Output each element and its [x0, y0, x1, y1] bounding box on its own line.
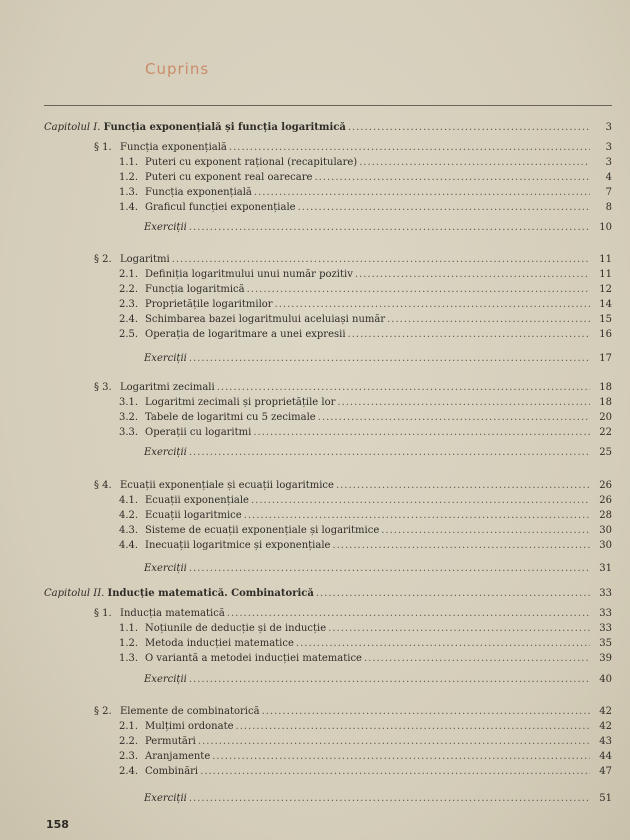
dot-leader [336, 478, 590, 493]
page-number: 31 [599, 563, 612, 574]
subsection-title: Permutări [145, 736, 196, 747]
subsection-entry [44, 185, 612, 200]
subsection-title: Logaritmi zecimali și proprietățile lor [145, 397, 336, 408]
subsection-title: Schimbarea bazei logaritmului aceluiași număr [145, 314, 386, 325]
subsection-number: 4.2. [119, 510, 139, 521]
page-number: 43 [599, 736, 612, 747]
page-number: 33 [599, 608, 612, 619]
subsection-entry [44, 297, 612, 312]
subsection-number: 3.1. [119, 397, 139, 408]
page-number: 11 [599, 254, 612, 265]
chapter-1-block [44, 120, 612, 135]
dot-leader [189, 351, 590, 366]
section-title: Funcția exponențială [120, 142, 227, 153]
page-number: 3 [605, 122, 612, 133]
dot-leader [387, 312, 590, 327]
exercises-label: Exerciții [144, 674, 187, 685]
page-number: 12 [599, 284, 612, 295]
exercises-entry [44, 351, 612, 366]
subsection-entry [44, 312, 612, 327]
page-number: 16 [599, 329, 612, 340]
subsection-entry [44, 764, 612, 779]
dot-leader [198, 734, 590, 749]
subsection-entry [44, 508, 612, 523]
subsection-entry [44, 719, 612, 734]
page-number: 33 [599, 588, 612, 599]
subsection-title: Puteri cu exponent real oarecare [145, 172, 313, 183]
dot-leader [337, 395, 590, 410]
exercises-label: Exerciții [144, 563, 187, 574]
section-title: Ecuații exponențiale și ecuații logaritmice [120, 480, 334, 491]
dot-leader [247, 282, 590, 297]
subsection-title: Inecuații logaritmice și exponențiale [145, 540, 331, 551]
dot-leader [296, 636, 590, 651]
chapter-2-entry [44, 586, 612, 601]
subsection-entry [44, 493, 612, 508]
page-number: 11 [599, 269, 612, 280]
subsection-title: Operații cu logaritmi [145, 427, 252, 438]
page-number: 10 [599, 222, 612, 233]
dot-leader [244, 508, 590, 523]
section-title: Logaritmi zecimali [120, 382, 215, 393]
subsection-number: 4.4. [119, 540, 139, 551]
subsection-number: 1.4. [119, 202, 139, 213]
subsection-title: Aranjamente [145, 751, 211, 762]
page-number: 3 [605, 142, 612, 153]
subsection-number: 2.1. [119, 721, 139, 732]
dot-leader [251, 493, 590, 508]
section-4-block [44, 478, 612, 576]
dot-leader [229, 140, 590, 155]
subsection-entry [44, 200, 612, 215]
dot-leader [253, 425, 590, 440]
subsection-entry [44, 327, 612, 342]
subsection-title: Noțiunile de deducție și de inducție [145, 623, 327, 634]
subsection-title: Puteri cu exponent rațional (recapitulare) [145, 157, 358, 168]
subsection-entry [44, 538, 612, 553]
subsection-number: 1.2. [119, 638, 139, 649]
subsection-title: Graficul funcției exponențiale [145, 202, 296, 213]
dot-leader [348, 327, 590, 342]
exercises-entry [44, 445, 612, 460]
chapter-2-section-2-block [44, 704, 612, 806]
section-title: Inducția matematică [120, 608, 225, 619]
chapter-label: Capitolul I. [44, 122, 101, 133]
dot-leader [348, 120, 590, 135]
subsection-entry [44, 267, 612, 282]
section-entry [44, 606, 612, 621]
subsection-number: 2.5. [119, 329, 139, 340]
page-number: 30 [599, 525, 612, 536]
subsection-entry [44, 155, 612, 170]
dot-leader [328, 621, 590, 636]
section-entry [44, 380, 612, 395]
subsection-title: Combinări [145, 766, 199, 777]
subsection-title: Operația de logaritmare a unei expresii [145, 329, 346, 340]
subsection-number: 2.2. [119, 736, 139, 747]
section-2-block [44, 252, 612, 366]
page-number: 26 [599, 480, 612, 491]
exercises-entry [44, 561, 612, 576]
section-symbol: § 1. [94, 142, 112, 153]
section-entry [44, 252, 612, 267]
page-number: 35 [599, 638, 612, 649]
dot-leader [359, 155, 590, 170]
subsection-title: O variantă a metodei inducției matematice [145, 653, 362, 664]
dot-leader [200, 764, 590, 779]
chapter-label: Capitolul II. [44, 588, 105, 599]
chapter-title: Funcția exponențială și funcția logaritmică [103, 122, 346, 133]
page-number: 44 [599, 751, 612, 762]
subsection-number: 2.2. [119, 284, 139, 295]
section-3-block [44, 380, 612, 460]
page-number: 17 [599, 353, 612, 364]
page-number: 28 [599, 510, 612, 521]
dot-leader [189, 672, 590, 687]
chapter-2-section-1-block [44, 606, 612, 687]
subsection-number: 4.3. [119, 525, 139, 536]
subsection-entry [44, 282, 612, 297]
subsection-entry [44, 170, 612, 185]
subsection-number: 2.4. [119, 314, 139, 325]
dot-leader [236, 719, 590, 734]
page-number: 15 [599, 314, 612, 325]
top-rule [44, 105, 612, 106]
dot-leader [298, 200, 590, 215]
section-entry [44, 478, 612, 493]
dot-leader [355, 267, 590, 282]
subsection-entry [44, 749, 612, 764]
page-number: 30 [599, 540, 612, 551]
chapter-1-entry [44, 120, 612, 135]
chapter-title: Inducție matematică. Combinatorică [107, 588, 314, 599]
subsection-entry [44, 410, 612, 425]
page-number: 26 [599, 495, 612, 506]
dot-leader [217, 380, 590, 395]
dot-leader [332, 538, 590, 553]
subsection-number: 2.1. [119, 269, 139, 280]
subsection-title: Funcția logaritmică [145, 284, 245, 295]
page-number: 42 [599, 721, 612, 732]
section-symbol: § 3. [94, 382, 112, 393]
page-number: 8 [605, 202, 612, 213]
subsection-entry [44, 651, 612, 666]
subsection-number: 1.1. [119, 623, 139, 634]
section-symbol: § 2. [94, 254, 112, 265]
dot-leader [381, 523, 590, 538]
subsection-title: Mulțimi ordonate [145, 721, 234, 732]
subsection-entry [44, 636, 612, 651]
exercises-label: Exerciții [144, 222, 187, 233]
section-title: Elemente de combinatorică [120, 706, 260, 717]
page-number: 4 [605, 172, 612, 183]
dot-leader [364, 651, 590, 666]
page-number: 25 [599, 447, 612, 458]
exercises-label: Exerciții [144, 793, 187, 804]
subsection-number: 3.2. [119, 412, 139, 423]
page-number: 14 [599, 299, 612, 310]
subsection-number: 1.2. [119, 172, 139, 183]
page-number: 39 [599, 653, 612, 664]
dot-leader [314, 170, 590, 185]
dot-leader [189, 791, 590, 806]
dot-leader [189, 561, 590, 576]
section-symbol: § 1. [94, 608, 112, 619]
subsection-number: 1.3. [119, 653, 139, 664]
page-number: 18 [599, 397, 612, 408]
dot-leader [172, 252, 590, 267]
subsection-number: 2.3. [119, 751, 139, 762]
section-1-block [44, 140, 612, 235]
page-folio-number: 158 [46, 818, 69, 831]
subsection-entry [44, 425, 612, 440]
dot-leader [275, 297, 590, 312]
dot-leader [227, 606, 590, 621]
dot-leader [189, 220, 590, 235]
page-title: Cuprins [145, 60, 210, 78]
subsection-entry [44, 523, 612, 538]
dot-leader [318, 410, 590, 425]
page-number: 3 [605, 157, 612, 168]
subsection-entry [44, 621, 612, 636]
exercises-entry [44, 791, 612, 806]
exercises-label: Exerciții [144, 353, 187, 364]
subsection-title: Metoda inducției matematice [145, 638, 294, 649]
subsection-number: 1.1. [119, 157, 139, 168]
dot-leader [262, 704, 590, 719]
subsection-title: Proprietățile logaritmilor [145, 299, 273, 310]
subsection-number: 4.1. [119, 495, 139, 506]
subsection-title: Sisteme de ecuații exponențiale și logaritmice [145, 525, 380, 536]
subsection-title: Funcția exponențială [145, 187, 252, 198]
page-number: 33 [599, 623, 612, 634]
subsection-title: Definiția logaritmului unui număr pozitiv [145, 269, 353, 280]
page-number: 42 [599, 706, 612, 717]
subsection-title: Tabele de logaritmi cu 5 zecimale [145, 412, 316, 423]
section-entry [44, 704, 612, 719]
section-entry [44, 140, 612, 155]
section-symbol: § 4. [94, 480, 112, 491]
dot-leader [316, 586, 590, 601]
exercises-entry [44, 672, 612, 687]
subsection-number: 3.3. [119, 427, 139, 438]
page-number: 47 [599, 766, 612, 777]
page-number: 18 [599, 382, 612, 393]
dot-leader [254, 185, 590, 200]
subsection-entry [44, 395, 612, 410]
subsection-number: 2.3. [119, 299, 139, 310]
section-title: Logaritmi [120, 254, 170, 265]
exercises-label: Exerciții [144, 447, 187, 458]
page-number: 20 [599, 412, 612, 423]
page-number: 51 [599, 793, 612, 804]
subsection-title: Ecuații logaritmice [145, 510, 242, 521]
page-number: 22 [599, 427, 612, 438]
subsection-entry [44, 734, 612, 749]
subsection-number: 1.3. [119, 187, 139, 198]
page-number: 7 [605, 187, 612, 198]
dot-leader [189, 445, 590, 460]
exercises-entry [44, 220, 612, 235]
subsection-number: 2.4. [119, 766, 139, 777]
chapter-2-block [44, 586, 612, 601]
dot-leader [212, 749, 590, 764]
subsection-title: Ecuații exponențiale [145, 495, 249, 506]
section-symbol: § 2. [94, 706, 112, 717]
page-number: 40 [599, 674, 612, 685]
